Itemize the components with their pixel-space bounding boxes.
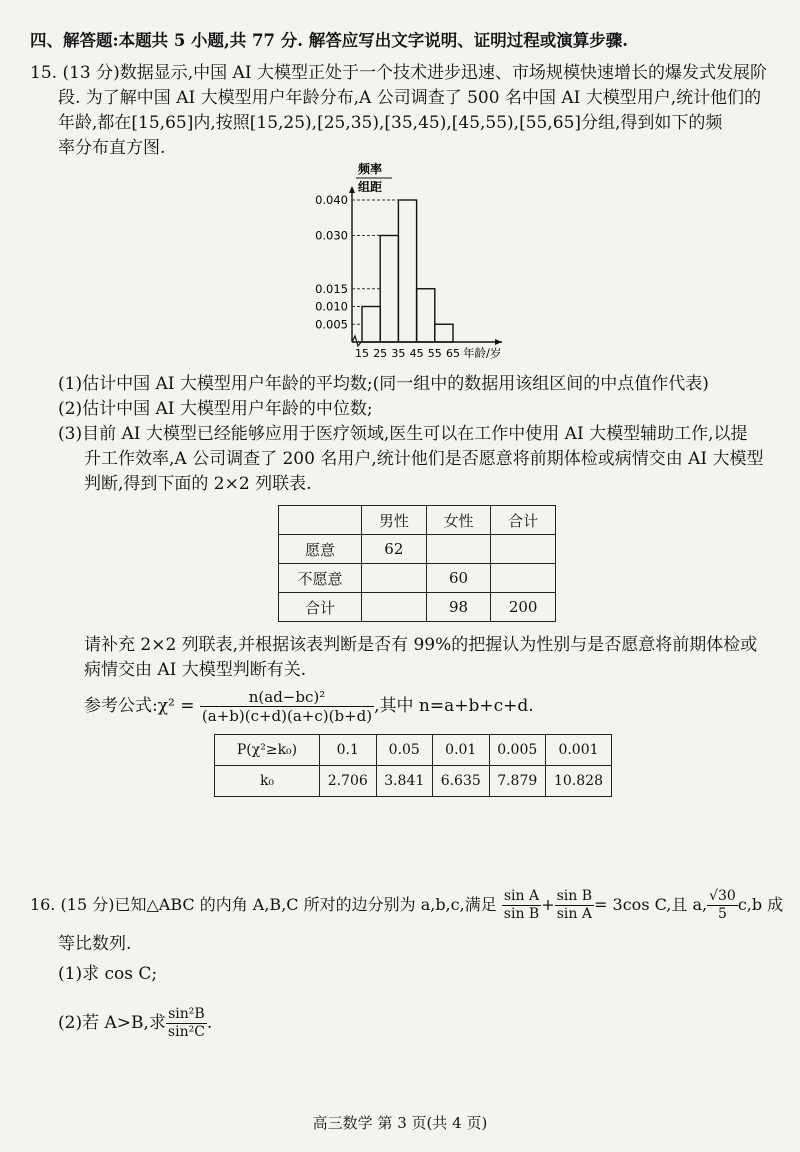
fraction-denominator: sin A xyxy=(556,906,592,922)
chi-square-fraction xyxy=(200,688,374,725)
q16-line-2: 等比数列. xyxy=(58,934,132,954)
table-row xyxy=(215,735,612,766)
critical-value-table xyxy=(214,734,612,797)
fraction-denominator: sin²C xyxy=(167,1024,205,1040)
formula-numerator: n(ad−bc)² xyxy=(200,688,374,707)
x-tick-label: 45 xyxy=(409,347,424,360)
table-cell xyxy=(426,535,491,564)
plus-sign: + xyxy=(541,895,555,914)
table-cell: P(χ²≥k₀) xyxy=(215,735,320,766)
q15-after-table-line-2: 病情交由 AI 大模型判断有关. xyxy=(84,660,307,680)
q16-sub2 xyxy=(58,1003,212,1043)
contingency-table xyxy=(278,505,556,622)
fraction-denominator: 5 xyxy=(718,906,727,922)
table-cell: 200 xyxy=(491,593,556,622)
q16-sub2-suffix: . xyxy=(206,1013,213,1033)
table-cell: 3.841 xyxy=(376,766,433,797)
fraction-sinB-sinA xyxy=(555,888,594,923)
table-cell xyxy=(362,564,427,593)
y-axis-arrow xyxy=(349,186,355,193)
y-tick-label: 0.015 xyxy=(315,281,348,296)
y-tick-label: 0.010 xyxy=(315,299,348,314)
table-cell: 愿意 xyxy=(279,535,362,564)
table-cell xyxy=(362,593,427,622)
table-row xyxy=(215,766,612,797)
table-cell: 6.635 xyxy=(433,766,490,797)
histogram-bar xyxy=(362,307,380,343)
axis-break-mark xyxy=(352,336,361,346)
table-cell: 0.005 xyxy=(489,735,546,766)
table-cell: 60 xyxy=(426,564,491,593)
page-footer: 高三数学 第 3 页(共 4 页) xyxy=(312,1114,488,1132)
x-tick-label: 25 xyxy=(373,347,388,360)
x-tick-label: 35 xyxy=(391,347,406,360)
x-tick-label: 65 xyxy=(446,347,460,360)
table-cell: 7.879 xyxy=(489,766,546,797)
q15-sub1: (1)估计中国 AI 大模型用户年龄的平均数;(同一组中的数据用该组区间的中点值作代表) xyxy=(58,374,709,394)
table-row xyxy=(279,506,556,535)
table-cell: 女性 xyxy=(426,506,491,535)
table-cell xyxy=(491,564,556,593)
table-row xyxy=(279,564,556,593)
fraction-numerator: sin²B xyxy=(166,1006,207,1024)
q16-prefix: 16. (15 分)已知△ABC 的内角 A,B,C 所对的边分别为 a,b,c,满足 xyxy=(30,895,497,914)
y-tick-label: 0.030 xyxy=(315,228,348,243)
formula-suffix: ,其中 n=a+b+c+d. xyxy=(374,696,534,716)
table-cell: 62 xyxy=(362,535,427,564)
table-row xyxy=(279,593,556,622)
q15-intro-line-1: 15. (13 分)数据显示,中国 AI 大模型正处于一个技术进步迅速、市场规模快速增长的爆发式发展阶 xyxy=(30,63,767,83)
q16-sub2-prefix: (2)若 A>B,求 xyxy=(58,1013,166,1033)
x-axis-label: 年龄/岁 xyxy=(463,346,502,360)
table-cell: 合计 xyxy=(279,593,362,622)
table-cell: 98 xyxy=(426,593,491,622)
y-axis-label-bottom: 组距 xyxy=(358,180,383,194)
table-cell: 10.828 xyxy=(546,766,612,797)
q16-suffix: c,b 成 xyxy=(737,895,784,914)
q15-sub2: (2)估计中国 AI 大模型用户年龄的中位数; xyxy=(58,399,373,419)
q15-sub3-line-2: 升工作效率,A 公司调查了 200 名用户,统计他们是否愿意将前期体检或病情交由 AI 大模型 xyxy=(84,449,764,469)
q15-after-table-line-1: 请补充 2×2 列联表,并根据该表判断是否有 99%的把握认为性别与是否愿意将前期体检或 xyxy=(84,635,758,655)
fraction-numerator: √30 xyxy=(709,888,736,904)
q16-eq-mid: = 3cos C,且 a, xyxy=(594,895,708,914)
table-cell: 0.1 xyxy=(320,735,377,766)
table-cell: 男性 xyxy=(362,506,427,535)
fraction-sin2B-sin2C xyxy=(166,1006,207,1041)
frequency-histogram xyxy=(300,160,540,370)
q15-intro-line-3: 年龄,都在[15,65]内,按照[15,25),[25,35),[35,45),[45,55),[55,65]分组,得到如下的频 xyxy=(58,113,723,133)
table-cell: 不愿意 xyxy=(279,564,362,593)
y-axis-label-top: 频率 xyxy=(358,162,383,176)
histogram-bar xyxy=(398,200,416,342)
fraction-denominator: sin B xyxy=(503,906,540,922)
y-tick-label: 0.040 xyxy=(315,193,348,207)
q15-sub3-line-3: 判断,得到下面的 2×2 列联表. xyxy=(84,474,312,494)
x-axis-arrow xyxy=(495,339,502,345)
table-cell: 0.001 xyxy=(546,735,612,766)
q15-intro-line-2: 段. 为了解中国 AI 大模型用户年龄分布,A 公司调查了 500 名中国 AI 大模型用户,统计他们的 xyxy=(58,88,762,108)
q16-sub1: (1)求 cos C; xyxy=(58,964,158,984)
x-tick-label: 55 xyxy=(427,347,442,360)
y-tick-label: 0.005 xyxy=(315,317,348,332)
q16-line-1 xyxy=(30,885,783,925)
formula-denominator: (a+b)(c+d)(a+c)(b+d) xyxy=(201,707,373,725)
table-row xyxy=(279,535,556,564)
reference-formula xyxy=(84,688,534,725)
table-cell: k₀ xyxy=(215,766,320,797)
fraction-sinA-sinB xyxy=(502,888,541,923)
histogram-bar xyxy=(380,236,398,343)
fraction-sqrt30-5 xyxy=(707,888,738,923)
histogram-bar xyxy=(417,289,435,342)
fraction-numerator: sin B xyxy=(556,888,593,904)
section-heading: 四、解答题:本题共 5 小题,共 77 分. 解答应写出文字说明、证明过程或演算步骤. xyxy=(30,31,628,50)
table-cell: 合计 xyxy=(491,506,556,535)
formula-prefix: 参考公式:χ² = xyxy=(84,696,195,716)
q15-intro-line-4: 率分布直方图. xyxy=(58,138,166,158)
fraction-numerator: sin A xyxy=(502,888,541,906)
table-cell: 2.706 xyxy=(320,766,377,797)
table-cell xyxy=(279,506,362,535)
histogram-bar xyxy=(435,324,453,342)
x-tick-label: 15 xyxy=(355,347,369,360)
table-cell: 0.01 xyxy=(433,735,490,766)
table-cell xyxy=(491,535,556,564)
table-cell: 0.05 xyxy=(376,735,433,766)
q15-sub3-line-1: (3)目前 AI 大模型已经能够应用于医疗领域,医生可以在工作中使用 AI 大模型辅助工作,以提 xyxy=(58,424,748,444)
